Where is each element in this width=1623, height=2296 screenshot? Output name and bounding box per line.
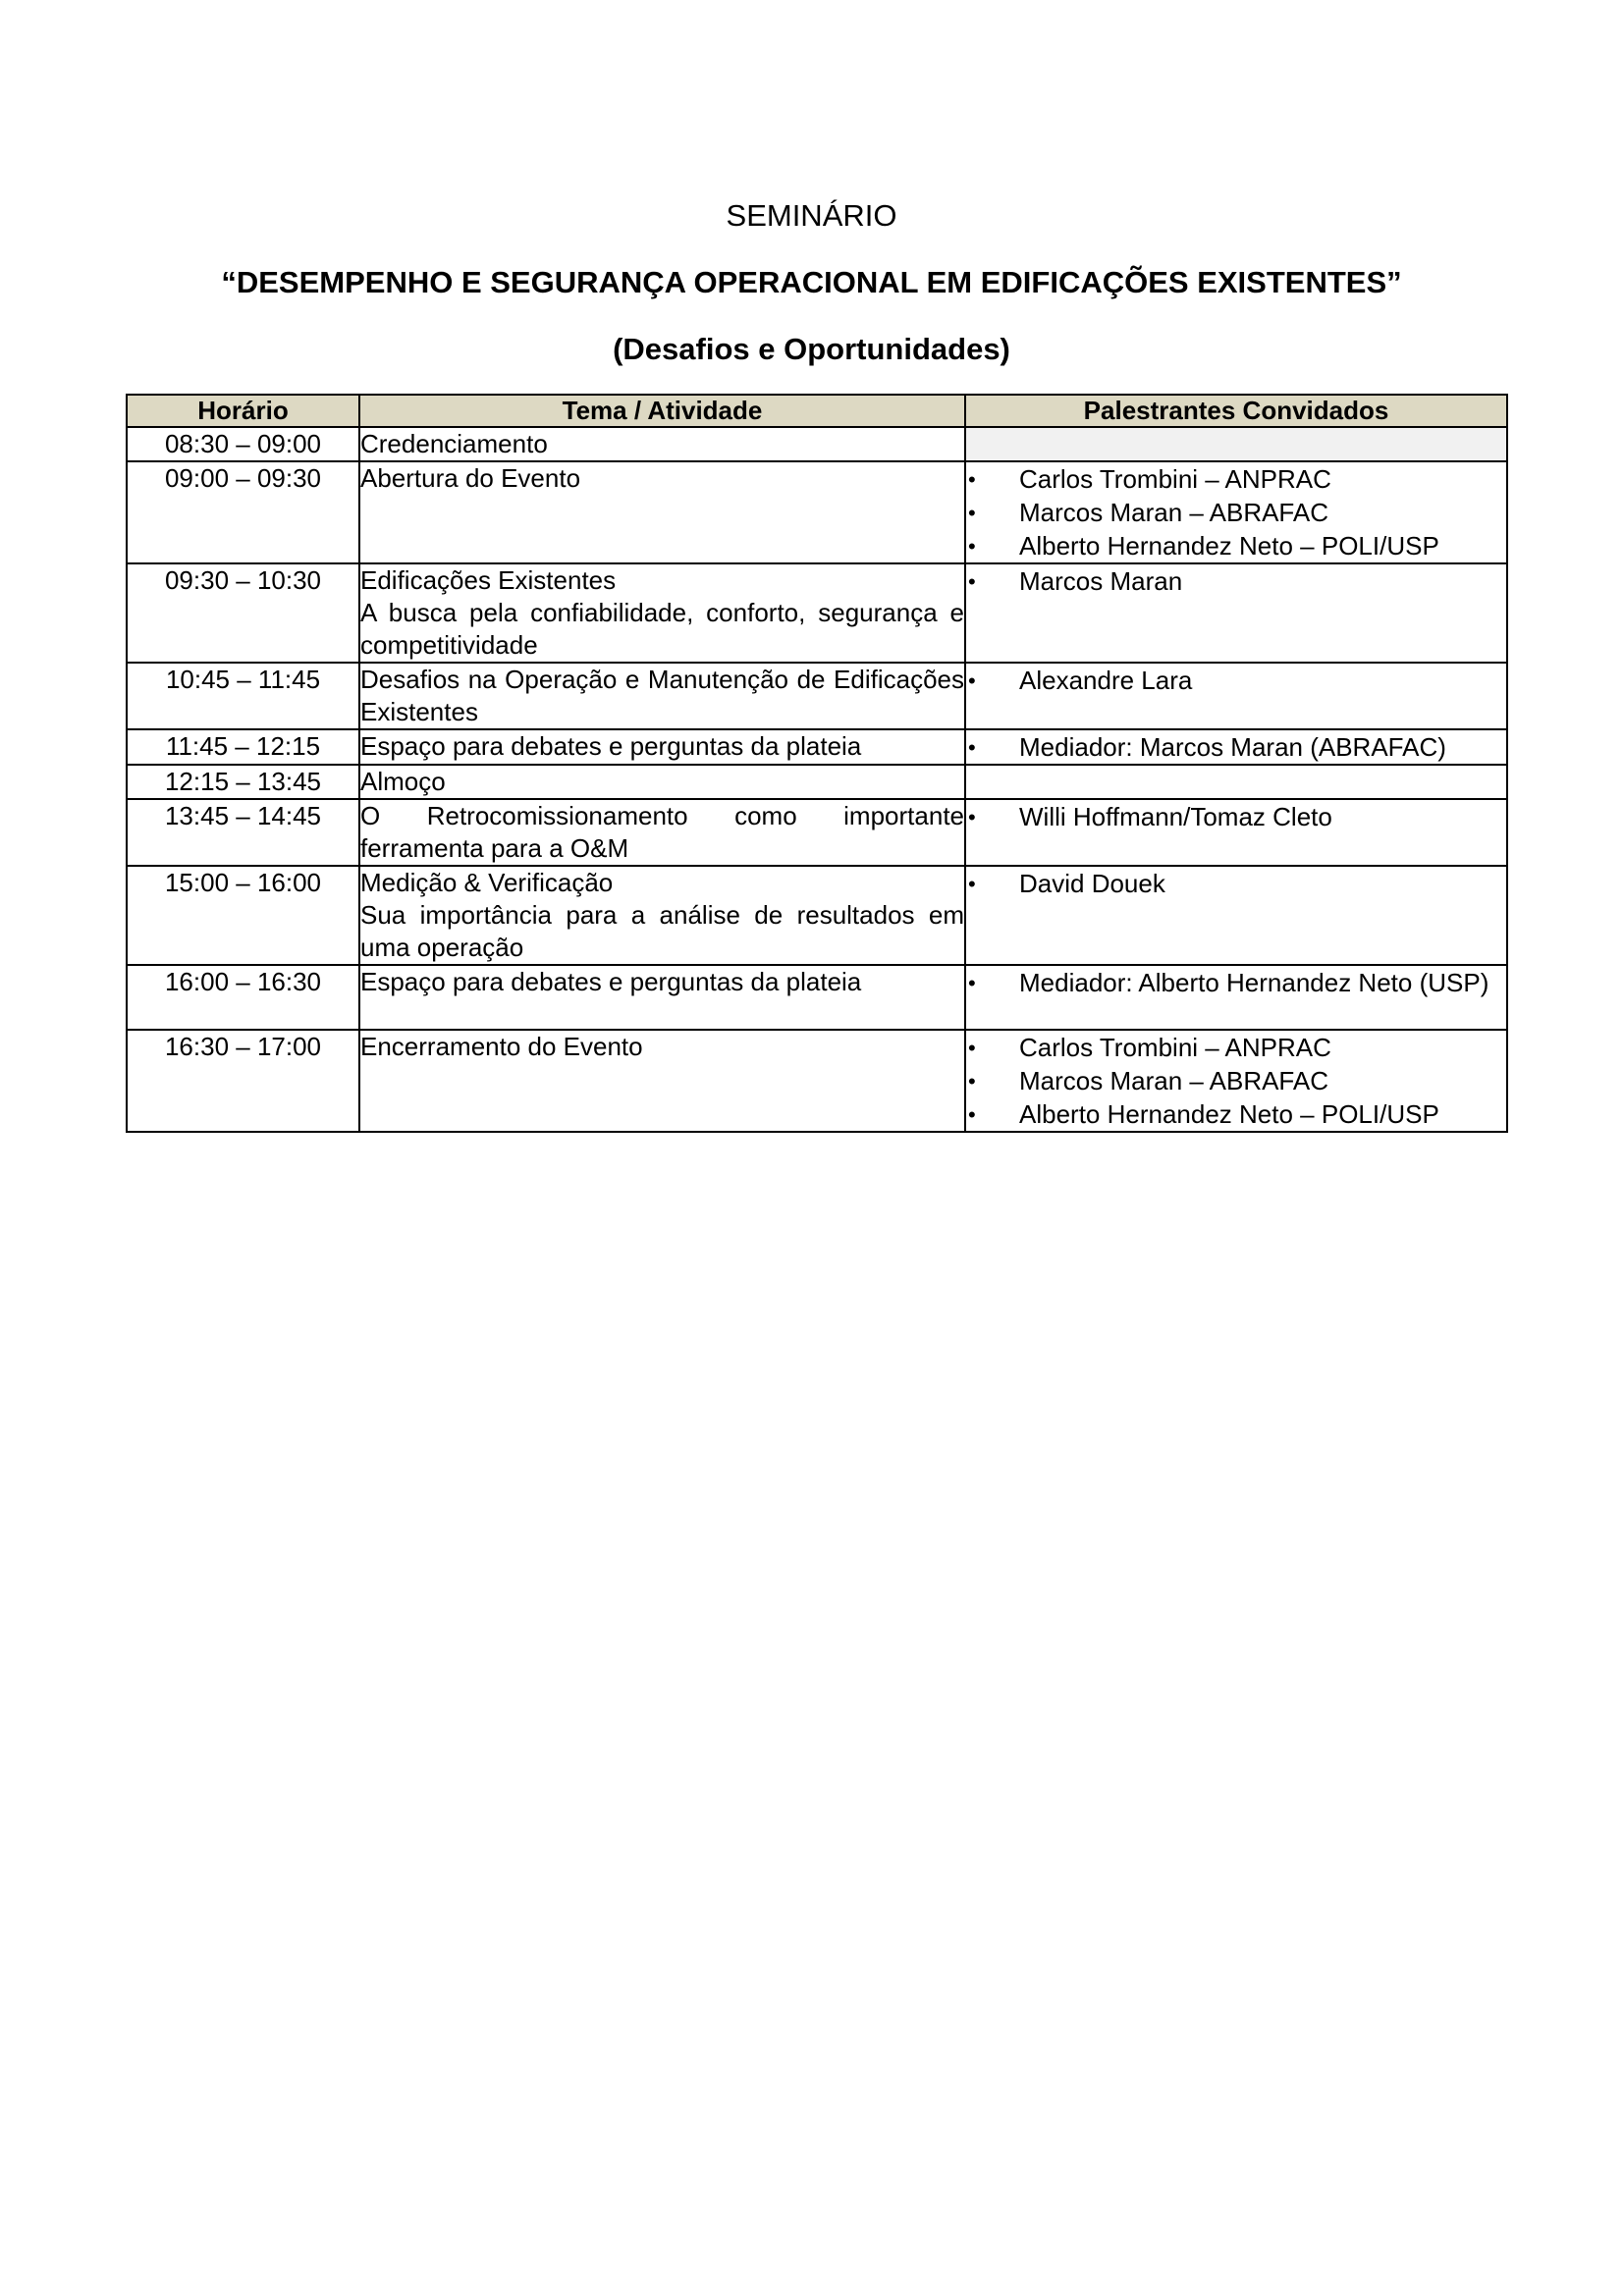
speaker-name: Marcos Maran – ABRAFAC (1019, 498, 1328, 527)
speaker-name: Carlos Trombini – ANPRAC (1019, 464, 1331, 494)
palestrantes-cell (965, 729, 1507, 765)
table-row (127, 427, 1507, 461)
event-type: SEMINÁRIO (726, 198, 897, 233)
palestrantes-cell (965, 427, 1507, 461)
tema-cell (359, 866, 965, 965)
palestrantes-cell (965, 866, 1507, 965)
palestrantes-cell (965, 663, 1507, 729)
agenda-body (127, 427, 1507, 1132)
tema-text: Sua importância para a análise de resultados em uma operação (360, 900, 964, 962)
speaker-item (966, 497, 1506, 529)
speaker-name: Carlos Trombini – ANPRAC (1019, 1033, 1331, 1062)
bullet-icon: • (968, 1036, 976, 1060)
table-row (127, 729, 1507, 765)
bullet-icon: • (968, 805, 976, 829)
tema-text: A busca pela confiabilidade, conforto, segurança e competitividade (360, 598, 964, 660)
speaker-item (966, 1032, 1506, 1064)
bullet-icon: • (968, 668, 976, 693)
tema-text: Almoço (360, 767, 446, 796)
speaker-name: Marcos Maran – ABRAFAC (1019, 1066, 1328, 1095)
time-cell: 12:15 – 13:45 (127, 765, 359, 799)
table-row (127, 866, 1507, 965)
speaker-item (966, 967, 1506, 999)
table-row (127, 765, 1507, 799)
speaker-item (966, 463, 1506, 496)
bullet-icon: • (968, 872, 976, 896)
tema-cell (359, 965, 965, 1030)
bullet-icon: • (968, 501, 976, 525)
event-subtitle: (Desafios e Oportunidades) (613, 332, 1010, 366)
table-row (127, 461, 1507, 563)
time-cell: 09:30 – 10:30 (127, 563, 359, 663)
bullet-icon: • (968, 467, 976, 492)
speaker-name: Alexandre Lara (1019, 666, 1193, 695)
speaker-item (966, 530, 1506, 562)
tema-text: Abertura do Evento (360, 463, 581, 493)
palestrantes-cell (965, 563, 1507, 663)
tema-cell (359, 427, 965, 461)
time-cell: 11:45 – 12:15 (127, 729, 359, 765)
time-cell: 10:45 – 11:45 (127, 663, 359, 729)
tema-text: Espaço para debates e perguntas da plateia (360, 731, 862, 761)
event-title: “DESEMPENHO E SEGURANÇA OPERACIONAL EM EDIFICAÇÕES EXISTENTES” (221, 265, 1402, 299)
time-cell: 08:30 – 09:00 (127, 427, 359, 461)
speaker-name: David Douek (1019, 869, 1165, 898)
time-cell: 09:00 – 09:30 (127, 461, 359, 563)
bullet-icon: • (968, 1069, 976, 1094)
column-header-palestrantes: Palestrantes Convidados (965, 395, 1507, 427)
speaker-item (966, 868, 1506, 900)
table-row (127, 965, 1507, 1030)
palestrantes-cell (965, 799, 1507, 866)
bullet-icon: • (968, 971, 976, 995)
tema-text: Espaço para debates e perguntas da plateia (360, 967, 862, 996)
document-title-block (0, 194, 1623, 371)
tema-cell (359, 563, 965, 663)
speaker-name: Willi Hoffmann/Tomaz Cleto (1019, 802, 1332, 831)
tema-cell (359, 461, 965, 563)
agenda-header-row (127, 395, 1507, 427)
palestrantes-cell (965, 765, 1507, 799)
palestrantes-cell (965, 461, 1507, 563)
speaker-name: Alberto Hernandez Neto – POLI/USP (1019, 531, 1439, 561)
tema-text: Medição & Verificação (360, 868, 614, 897)
tema-cell (359, 729, 965, 765)
tema-cell (359, 765, 965, 799)
column-header-horario: Horário (127, 395, 359, 427)
tema-cell (359, 799, 965, 866)
tema-text: Edificações Existentes (360, 565, 617, 595)
speaker-item (966, 665, 1506, 697)
speaker-name: Mediador: Alberto Hernandez Neto (USP) (1019, 968, 1489, 997)
speaker-item (966, 565, 1506, 598)
bullet-icon: • (968, 1102, 976, 1127)
tema-cell (359, 663, 965, 729)
palestrantes-cell (965, 1030, 1507, 1132)
speaker-item (966, 1065, 1506, 1097)
speaker-item (966, 1098, 1506, 1131)
speaker-name: Marcos Maran (1019, 566, 1183, 596)
tema-cell (359, 1030, 965, 1132)
bullet-icon: • (968, 735, 976, 760)
tema-text: Desafios na Operação e Manutenção de Edificações Existentes (360, 665, 964, 726)
table-row (127, 563, 1507, 663)
table-row (127, 1030, 1507, 1132)
palestrantes-cell (965, 965, 1507, 1030)
tema-text: Encerramento do Evento (360, 1032, 643, 1061)
time-cell: 15:00 – 16:00 (127, 866, 359, 965)
speaker-item (966, 801, 1506, 833)
speaker-item (966, 731, 1506, 764)
tema-text: Credenciamento (360, 429, 548, 458)
table-row (127, 799, 1507, 866)
time-cell: 13:45 – 14:45 (127, 799, 359, 866)
table-row (127, 663, 1507, 729)
time-cell: 16:30 – 17:00 (127, 1030, 359, 1132)
column-header-tema: Tema / Atividade (359, 395, 965, 427)
speaker-name: Mediador: Marcos Maran (ABRAFAC) (1019, 732, 1446, 762)
bullet-icon: • (968, 569, 976, 594)
time-cell: 16:00 – 16:30 (127, 965, 359, 1030)
agenda-table (126, 394, 1508, 1133)
speaker-name: Alberto Hernandez Neto – POLI/USP (1019, 1099, 1439, 1129)
tema-text: O Retrocomissionamento como importante ferramenta para a O&M (360, 801, 964, 863)
bullet-icon: • (968, 534, 976, 559)
